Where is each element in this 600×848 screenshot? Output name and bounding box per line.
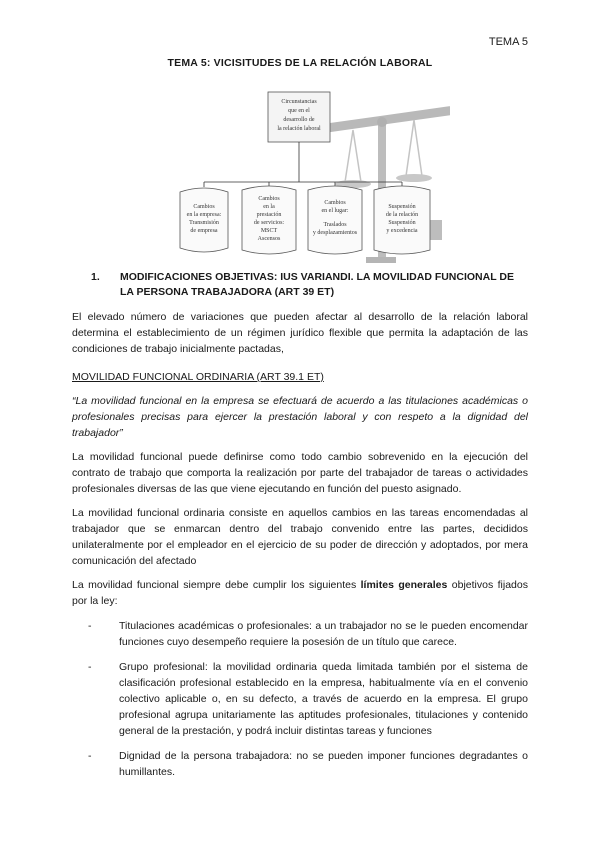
- root-line: que en el: [288, 108, 310, 114]
- list-item: - Dignidad de la persona trabajadora: no se pueden imponer funciones degradantes o humillantes.: [88, 750, 528, 778]
- section-title: MODIFICACIONES OBJETIVAS: IUS VARIANDI. LA MOVILIDAD FUNCIONAL DE LA PERSONA TRABAJADORA (ART 39 ET): [120, 271, 514, 298]
- svg-text:Suspensión: Suspensión: [388, 204, 416, 210]
- document-body: [72, 270, 528, 789]
- diagram-root-node: [268, 92, 330, 142]
- svg-text:de servicios:: de servicios:: [253, 220, 285, 226]
- svg-text:Ascensos: Ascensos: [257, 236, 281, 242]
- section-number: 1.: [91, 271, 100, 283]
- diagram: [170, 80, 450, 265]
- diagram-child-node: [180, 188, 228, 252]
- root-line: desarrollo de: [283, 117, 315, 123]
- paragraph-ordinary: La movilidad funcional ordinaria consiste en aquellos cambios en las tareas encomendadas al trabajador que se enmarcan dentro del trabajo convenido entre las partes, decididos unilateralmente por el empleador en el ejercicio de su poder de dirección y adoptados, por mera comunicación del afectado: [72, 507, 528, 567]
- list-item: - Titulaciones académicas o profesionales: a un trabajador no se le pueden encomendar funciones cuyo desempeño requiere la posesión de un título que carece.: [88, 620, 528, 648]
- svg-text:Cambios: Cambios: [193, 204, 215, 210]
- svg-text:en la empresa:: en la empresa:: [186, 212, 222, 218]
- legal-quote: “La movilidad funcional en la empresa se efectuará de acuerdo a las titulaciones académicas o profesionales precisas para ejercer la prestación laboral y con respeto a la dignidad del trabajador”: [72, 395, 528, 439]
- svg-text:de empresa: de empresa: [190, 228, 218, 234]
- limits-emphasis: límites generales: [360, 579, 448, 591]
- root-line: la relación laboral: [277, 126, 321, 132]
- subsection-title: MOVILIDAD FUNCIONAL ORDINARIA (ART 39.1 ET): [72, 371, 324, 383]
- diagram-child-node: [242, 186, 296, 254]
- diagram-connectors: [204, 142, 402, 187]
- svg-text:Cambios: Cambios: [324, 200, 346, 206]
- svg-text:y excedencia: y excedencia: [386, 228, 418, 234]
- svg-text:prestación: prestación: [256, 212, 282, 218]
- diagram-child-node: [308, 186, 362, 254]
- svg-text:en el lugar:: en el lugar:: [321, 208, 349, 214]
- diagram-svg: [170, 80, 450, 265]
- svg-text:MSCT: MSCT: [260, 228, 278, 234]
- svg-text:de la relación: de la relación: [385, 212, 419, 218]
- diagram-child-node: [374, 186, 430, 254]
- svg-text:Cambios: Cambios: [258, 196, 280, 202]
- limits-list: [72, 618, 528, 780]
- intro-paragraph: El elevado número de variaciones que pueden afectar al desarrollo de la relación laboral determina el establecimiento de un régimen jurídico flexible que permita la adaptación de las condiciones de trabajo inicialmente pactadas,: [72, 311, 528, 355]
- paragraph-definition: La movilidad funcional puede definirse como todo cambio sobrevenido en la ejecución del contrato de trabajo que comporta la realización por parte del trabajador de tareas o actividades profesionales diversas de las que viene ejecutando en función del puesto asignado.: [72, 451, 528, 495]
- list-item: - Grupo profesional: la movilidad ordinaria queda limitada también por el sistema de clasificación profesional establecido en la empresa, habitualmente vía en el convenio colectivo aplicable o, en su defecto, a través de acuerdo en la empresa. El grupo profesional agrupa unitariamente las aptitudes profesionales, titulaciones y contenido general de la prestación, y podrá incluir distintas tareas y funciones: [88, 661, 528, 737]
- svg-text:y desplazamientos: y desplazamientos: [312, 230, 358, 236]
- paragraph-limits: La movilidad funcional siempre debe cumplir los siguientes límites generales objetivos fijados por la ley:: [72, 579, 528, 607]
- section-heading: [91, 270, 528, 300]
- svg-text:Traslados: Traslados: [323, 222, 347, 228]
- header-tema: TEMA 5: [488, 36, 528, 48]
- svg-text:Suspensión: Suspensión: [388, 220, 416, 226]
- root-line: Circunstancias: [281, 99, 317, 105]
- document-title: TEMA 5: VICISITUDES DE LA RELACIÓN LABORAL: [167, 57, 433, 69]
- svg-text:en la: en la: [263, 204, 275, 210]
- svg-text:Transmisión: Transmisión: [189, 220, 219, 226]
